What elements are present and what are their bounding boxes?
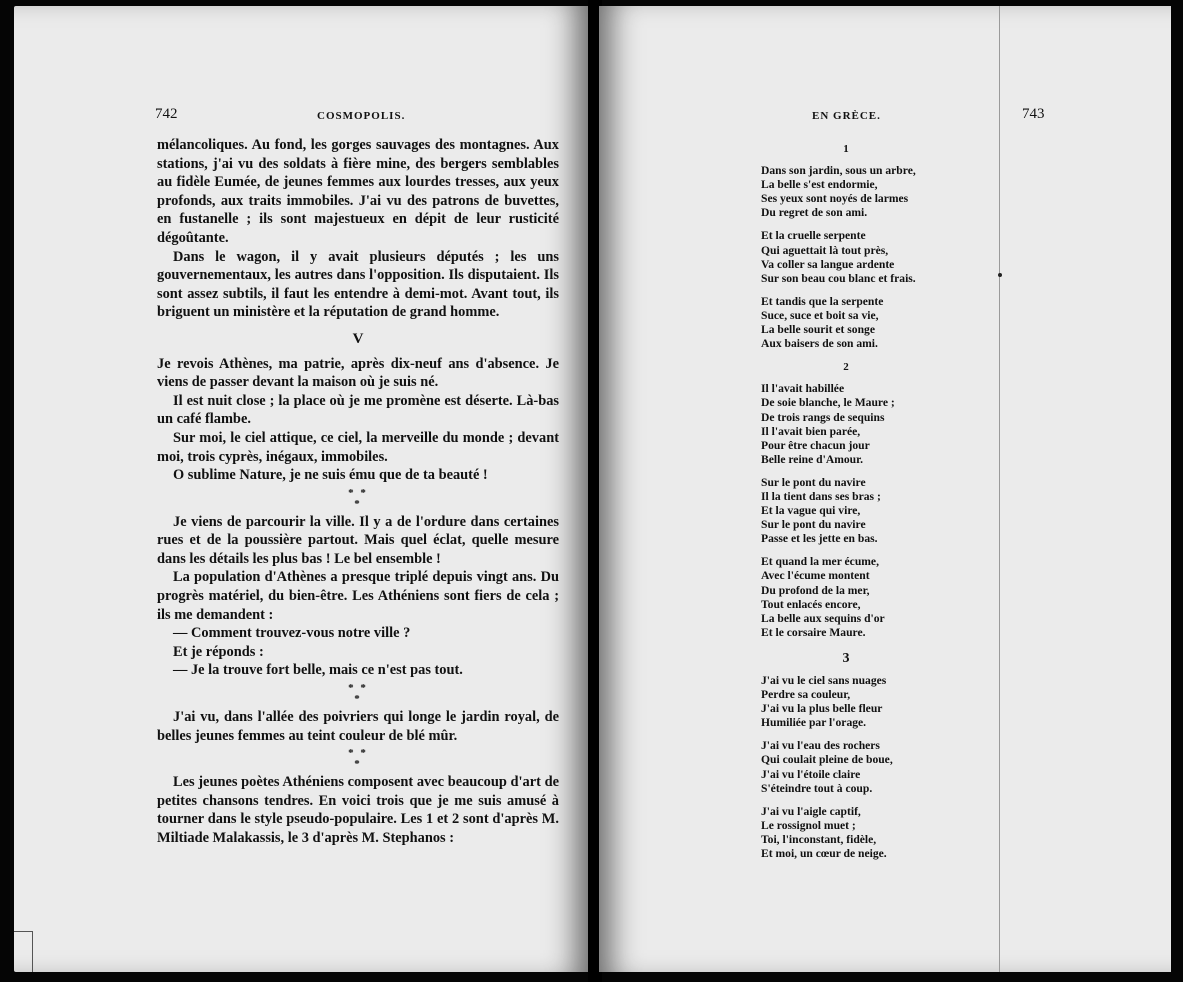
left-page <box>14 6 590 972</box>
stanza <box>761 295 1021 351</box>
verse-line: Du regret de son ami. <box>761 206 868 220</box>
margin-rule <box>999 6 1000 972</box>
verse-line: J'ai vu la plus belle fleur <box>761 702 883 716</box>
paragraph: — Comment trouvez-vous notre ville ? <box>173 625 411 642</box>
ink-spot <box>998 273 1002 277</box>
verse-line: La belle s'est endormie, <box>761 178 878 192</box>
paragraph: O sublime Nature, je ne suis ému que de ta beauté ! <box>173 467 488 484</box>
poem-number: 2 <box>843 361 849 374</box>
verse-line: Qui coulait pleine de boue, <box>761 753 893 767</box>
verse-line: De soie blanche, le Maure ; <box>761 396 895 410</box>
verse-line: Et quand la mer écume, <box>761 555 879 569</box>
prose-text <box>157 136 559 848</box>
verse-line: Du profond de la mer, <box>761 583 870 597</box>
poem-number: 1 <box>843 143 849 155</box>
verse-line: Et tandis que la serpente <box>761 294 884 308</box>
page-number-right: 743 <box>1022 106 1045 122</box>
verse-line: Sur le pont du navire <box>761 518 866 532</box>
verse-line: Qui aguettait là tout près, <box>761 243 889 257</box>
paragraph: Et je réponds : <box>173 643 264 660</box>
page-edge-marks <box>14 931 33 972</box>
stanza <box>761 555 1021 640</box>
verse-line: Toi, l'inconstant, fidèle, <box>761 832 877 846</box>
verse-line: Le rossignol muet ; <box>761 818 856 832</box>
verse-line: Il la tient dans ses bras ; <box>761 489 881 503</box>
verse-line: Va coller sa langue ardente <box>761 257 895 271</box>
verse-line: De trois rangs de sequins <box>761 410 885 424</box>
stanza <box>761 805 1021 861</box>
paragraph: J'ai vu, dans l'allée des poivriers qui longe le jardin royal, de belles jeunes femmes au teint couleur de blé mûr. <box>157 709 559 744</box>
stanza <box>761 476 1021 546</box>
stanza <box>761 382 1021 467</box>
verse-line: Humiliée par l'orage. <box>761 716 867 730</box>
stanza <box>761 739 1021 795</box>
asterism-bottom: * <box>354 693 362 706</box>
paragraph: La population d'Athènes a presque triplé depuis vingt ans. Du progrès matériel, du bien-être. Les Athéniens sont fiers de cela ; ils me demandent : <box>157 569 559 623</box>
verse-line: La belle sourit et songe <box>761 323 875 337</box>
asterism-top: * * <box>348 486 368 499</box>
paragraph: mélancoliques. Au fond, les gorges sauvages des montagnes. Aux stations, j'ai vu des soldats à fière mine, des bergers semblables au fidèle Eumée, de jeunes femmes aux lourdes tresses, aux yeux profonds, aux traits immobiles. J'ai vu des patrons de buvettes, en fustanelle ; ils sont majestueux en dépit de leur rusticité dégoûtante. <box>157 137 559 246</box>
asterism-bottom: * <box>354 497 362 510</box>
asterism-bottom: * <box>354 758 362 771</box>
paragraph: — Je la trouve fort belle, mais ce n'est pas tout. <box>173 662 463 679</box>
verse-line: S'éteindre tout à coup. <box>761 781 873 795</box>
asterism-top: * * <box>348 747 368 760</box>
verse-line: Et le corsaire Maure. <box>761 625 866 639</box>
verse-line: Passe et les jette en bas. <box>761 532 878 546</box>
stanza <box>761 674 1021 730</box>
verse-line: J'ai vu l'aigle captif, <box>761 804 861 818</box>
paragraph: Je revois Athènes, ma patrie, après dix-neuf ans d'absence. Je viens de passer devant la maison où je suis né. <box>157 355 559 391</box>
verse-line: Tout enlacés encore, <box>761 597 861 611</box>
verse-line: Il l'avait bien parée, <box>761 424 861 438</box>
verse-line: Dans son jardin, sous un arbre, <box>761 164 916 178</box>
running-head-right: EN GRÈCE. <box>812 110 881 122</box>
verse-line: J'ai vu le ciel sans nuages <box>761 674 887 687</box>
paragraph: Sur moi, le ciel attique, ce ciel, la merveille du monde ; devant moi, trois cyprès, inégaux, immobiles. <box>157 429 559 465</box>
verse-line: Avec l'écume montent <box>761 569 870 583</box>
verse-line: La belle aux sequins d'or <box>761 611 885 625</box>
right-page <box>599 6 1171 972</box>
verse-line: Pour être chacun jour <box>761 438 870 452</box>
verse-line: Perdre sa couleur, <box>761 688 851 702</box>
poems <box>761 136 1021 870</box>
stanza <box>761 229 1021 285</box>
verse-line: J'ai vu l'étoile claire <box>761 767 861 781</box>
verse-line: Sur le pont du navire <box>761 475 866 489</box>
verse-line: Il l'avait habillée <box>761 382 845 396</box>
verse-line: Et moi, un cœur de neige. <box>761 847 887 861</box>
paragraph: Les jeunes poètes Athéniens composent avec beaucoup d'art de petites chansons tendres. En voici trois que je me suis amusé à tourner dans le style pseudo-populaire. Les 1 et 2 sont d'après M. Miltiade Malakassis, le 3 d'après M. Stephanos : <box>157 774 559 846</box>
asterism <box>157 748 559 770</box>
paragraph: Je viens de parcourir la ville. Il y a de l'ordure dans certaines rues et de la poussière partout. Mais quel éclat, quelle mesure dans les détails les plus bas ! Le bel ensemble ! <box>157 513 559 567</box>
verse-line: Sur son beau cou blanc et frais. <box>761 271 916 285</box>
verse-line: Belle reine d'Amour. <box>761 452 864 466</box>
verse-line: Ses yeux sont noyés de larmes <box>761 192 909 206</box>
poem-number: 3 <box>842 650 850 666</box>
page-number-left: 742 <box>155 106 178 122</box>
verse-line: Et la vague qui vire, <box>761 504 861 518</box>
asterism-top: * * <box>348 682 368 695</box>
verse-line: Et la cruelle serpente <box>761 229 866 243</box>
stanza <box>761 164 1021 220</box>
section-heading: V <box>352 330 364 347</box>
paragraph: Dans le wagon, il y avait plusieurs députés ; les uns gouvernementaux, les autres dans l'opposition. Ils disputaient. Ils sont assez subtils, il faut les entendre à demi-mot. Avant tout, ils briguent un ministère et la réputation de grand homme. <box>157 248 559 321</box>
verse-line: Suce, suce et boit sa vie, <box>761 308 879 322</box>
asterism <box>157 683 559 705</box>
asterism <box>157 488 559 510</box>
running-head-left: COSMOPOLIS. <box>317 110 406 122</box>
verse-line: J'ai vu l'eau des rochers <box>761 739 880 753</box>
verse-line: Aux baisers de son ami. <box>761 337 878 351</box>
paragraph: Il est nuit close ; la place où je me promène est déserte. Là-bas un café flambe. <box>157 392 559 428</box>
